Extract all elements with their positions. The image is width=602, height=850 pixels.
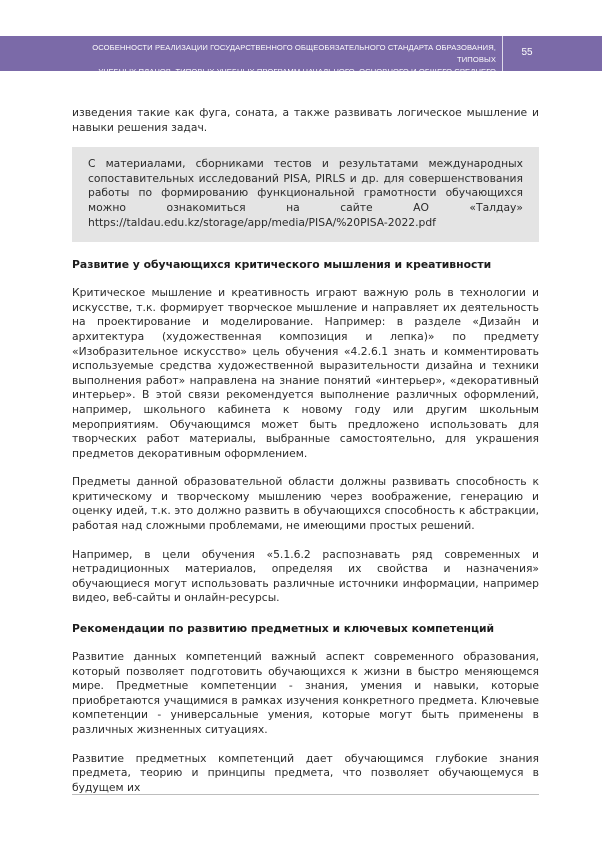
section-heading-critical-thinking: Развитие у обучающихся критического мышления и креативности: [72, 258, 492, 272]
running-header-line-2: УЧЕБНЫХ ПЛАНОВ, ТИПОВЫХ УЧЕБНЫХ ПРОГРАММ НАЧАЛЬНОГО, ОСНОВНОГО И ОБЩЕГО СРЕДНЕГО ОБРАЗОВАНИЯ: [98, 67, 496, 88]
page-content: [72, 106, 539, 795]
running-header-title: [56, 42, 496, 90]
resource-callout-box: [72, 147, 539, 242]
paragraph: Развитие предметных компетенций дает обучающимся глубокие знания предмета, теорию и принципы предмета, что позволяет обучающемуся в будущем их: [72, 751, 539, 794]
callout-text: С материалами, сборниками тестов и результатами международных сопоставительных исследований PISA, PIRLS и др. для совершенствования работы по формированию функциональной грамотности обучающихся можно ознакомиться на сайте АО «Талдау» https://taldau.edu.kz/storage/app/media/PISA/%20PISA-2022.pdf: [88, 157, 523, 229]
intro-paragraph: изведения такие как фуга, соната, а также развивать логическое мышление и навыки решения задач.: [72, 106, 539, 134]
paragraph: Предметы данной образовательной области должны развивать способность к критическому и творческому мышлению через воображение, генерацию и оценку идей, т.к. это должно развить в обучающихся способность к абстракции, работая над сложными проблемами, не имеющими простых решений.: [72, 475, 539, 533]
page-number: 55: [521, 47, 533, 58]
header-divider: [502, 36, 503, 71]
paragraph: Развитие данных компетенций важный аспект современного образования, который позволяет подготовить обучающихся к жизни в быстро меняющемся мире. Предметные компетенции - знания, умения и навыки, которые приобретаются учащимися в рамках изучения конкретного предмета. Ключевые компетенции - универсальные умения, которые могут быть применены в различных жизненных ситуациях.: [72, 650, 539, 736]
section-heading-competencies: Рекомендации по развитию предметных и ключевых компетенций: [72, 622, 495, 636]
paragraph: Критическое мышление и креативность играют важную роль в технологии и искусстве, т.к. формирует творческое мышление и направляет их деятельность на проектирование и моделирование. Например: в разделе «Дизайн и архитектура (художественная композиция и лепка)» по предмету «Изобразительное искусство» цель обучения «4.2.6.1 знать и комментировать используемые средства художественной выразительности дизайна и техники выполнения работ» направлена на знание понятий «интерьер», «декоративный интерьер». В этой связи рекомендуется выполнение различных оформлений, например, школьного кабинета к новому году или другим школьным мероприятиям. Обучающимся может быть предложено использовать для творческих работ материалы, выбранные самостоятельно, для украшения предметов декоративным оформлением.: [72, 286, 539, 460]
running-header-line-1: ОСОБЕННОСТИ РЕАЛИЗАЦИИ ГОСУДАРСТВЕННОГО ОБЩЕОБЯЗАТЕЛЬНОГО СТАНДАРТА ОБРАЗОВАНИЯ, ТИПОВЫХ: [92, 43, 496, 64]
footer-divider: [72, 794, 539, 795]
page-header-band: [0, 36, 602, 88]
paragraph: Например, в цели обучения «5.1.6.2 распознавать ряд современных и нетрадиционных материалов, определяя их свойства и назначения» обучающиеся могут использовать различные источники информации, например видео, веб-сайты и онлайн-ресурсы.: [72, 547, 539, 605]
